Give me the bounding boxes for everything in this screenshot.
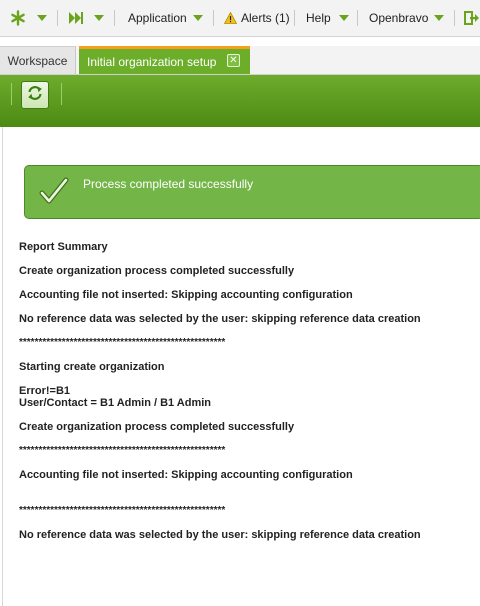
report-separator: ***************************************************** <box>19 337 226 348</box>
toolbar-divider <box>61 83 62 105</box>
logout-icon[interactable] <box>464 0 480 36</box>
top-navigation-bar <box>0 0 480 37</box>
quick-launch-chevron-down-icon[interactable] <box>94 0 104 36</box>
tab-initial-organization-setup[interactable] <box>79 46 250 74</box>
divider <box>357 10 358 26</box>
success-message-text: Process completed successfully <box>83 177 254 191</box>
application-chevron-down-icon[interactable] <box>193 0 203 36</box>
close-icon[interactable]: ✕ <box>227 54 240 67</box>
alerts-link[interactable]: Alerts (1) <box>241 11 290 25</box>
report-line: Create organization process completed successfully <box>19 265 295 277</box>
report-separator: ***************************************************** <box>19 505 226 516</box>
help-menu[interactable]: Help <box>306 11 331 25</box>
user-chevron-down-icon[interactable] <box>434 0 444 36</box>
report-line: Starting create organization <box>19 361 165 373</box>
report-line: Accounting file not inserted: Skipping accounting configuration <box>19 289 353 301</box>
divider <box>213 10 214 26</box>
success-message-box <box>24 165 480 219</box>
alert-icon[interactable] <box>224 0 237 36</box>
tab-workspace[interactable] <box>0 46 76 74</box>
refresh-button[interactable] <box>21 81 49 109</box>
report-line: Accounting file not inserted: Skipping accounting configuration <box>19 469 353 481</box>
refresh-icon <box>26 84 44 107</box>
user-menu[interactable]: Openbravo <box>369 11 429 25</box>
checkmark-icon <box>39 176 69 211</box>
toolbar <box>0 75 480 127</box>
report-separator: ***************************************************** <box>19 445 226 456</box>
openbravo-logo-icon[interactable] <box>10 0 26 36</box>
report-heading: Report Summary <box>19 241 108 253</box>
divider <box>57 10 58 26</box>
tabs-bar <box>0 46 480 75</box>
report-line: No reference data was selected by the user: skipping reference data creation <box>19 313 421 325</box>
divider <box>294 10 295 26</box>
report-line: Create organization process completed successfully <box>19 421 295 433</box>
help-chevron-down-icon[interactable] <box>339 0 349 36</box>
report-line: No reference data was selected by the user: skipping reference data creation <box>19 529 421 541</box>
tab-workspace-label: Workspace <box>7 53 68 68</box>
divider <box>114 10 115 26</box>
application-menu[interactable]: Application <box>128 11 187 25</box>
divider <box>454 10 455 26</box>
logo-menu-chevron-down-icon[interactable] <box>37 0 47 36</box>
fast-forward-icon[interactable] <box>68 0 84 36</box>
tab-active-label: Initial organization setup <box>87 54 217 69</box>
report-line: Error!=B1 <box>19 385 71 397</box>
report-line: User/Contact = B1 Admin / B1 Admin <box>19 397 212 409</box>
toolbar-divider <box>11 83 12 105</box>
